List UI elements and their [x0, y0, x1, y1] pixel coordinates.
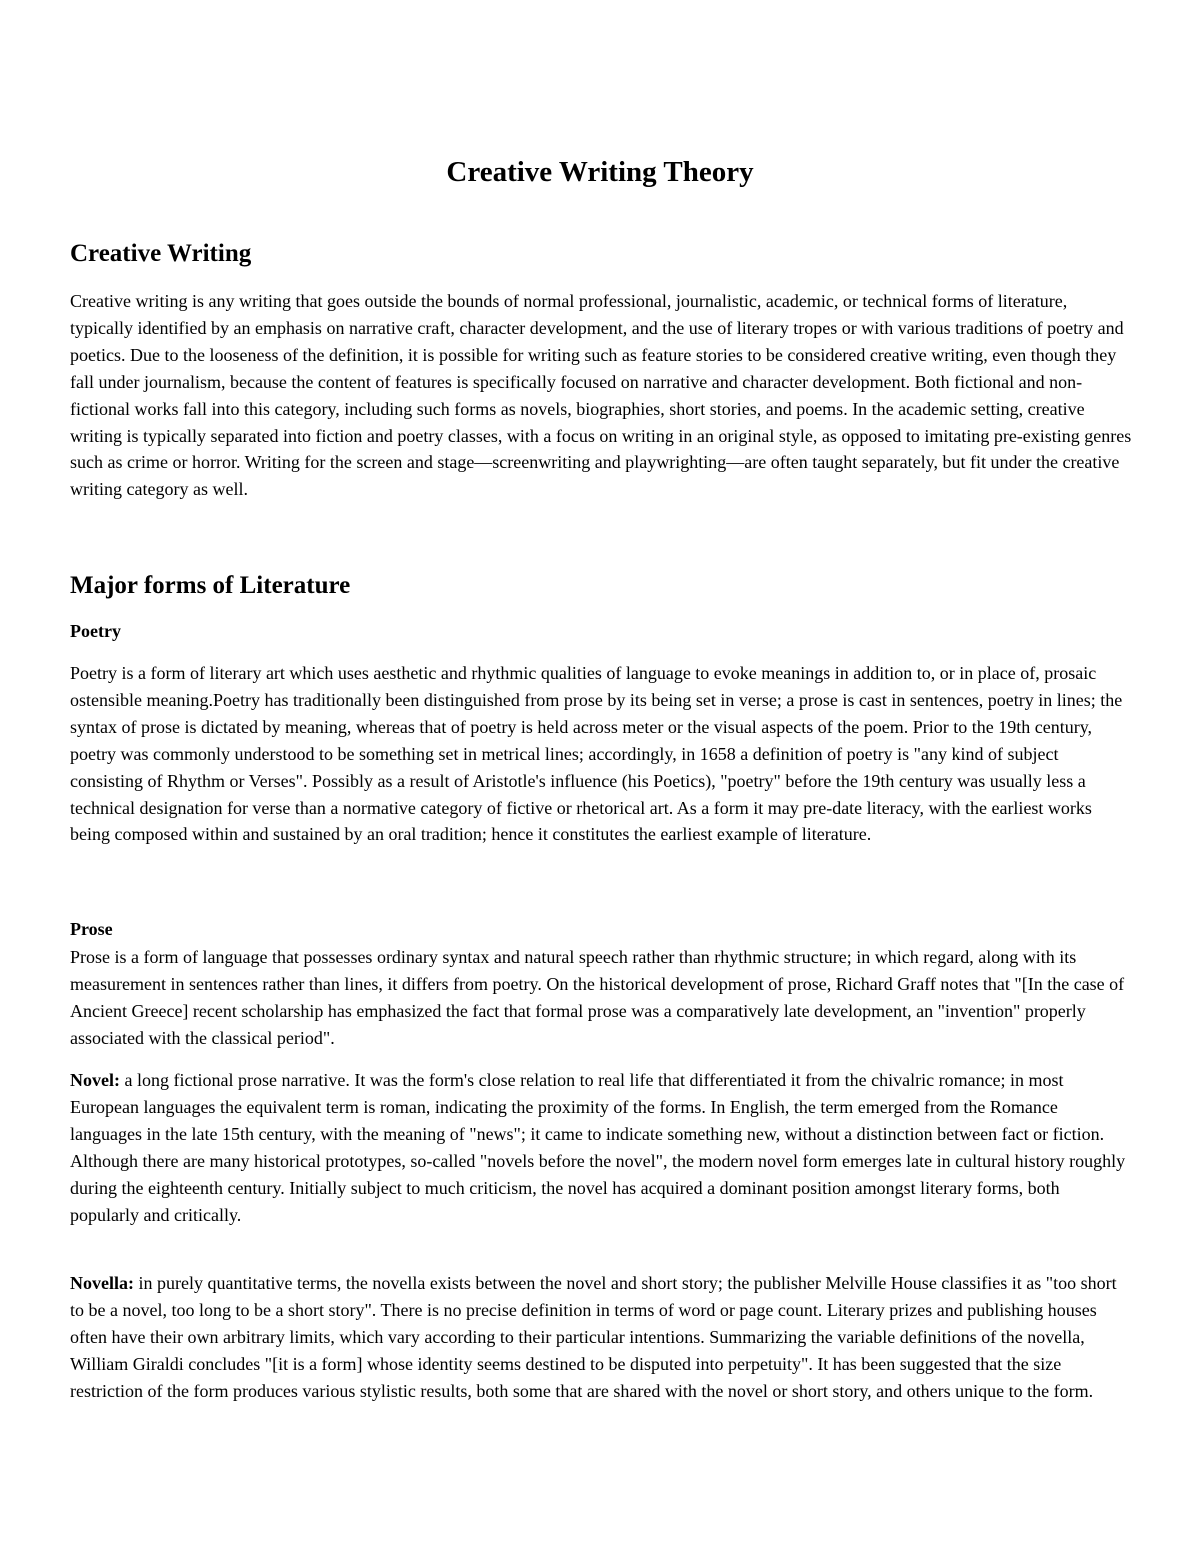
- poetry-paragraph: Poetry is a form of literary art which uses aesthetic and rhythmic qualities of language to evoke meanings in addition to, or in place of, prosaic ostensible meaning.Poetry has traditionally been distinguished from prose by its being set in verse; a prose is cast in sentences, poetry in lines; the syntax of prose is dictated by meaning, whereas that of poetry is held across meter or the visual aspects of the poem. Prior to the 19th century, poetry was commonly understood to be something set in metrical lines; accordingly, in 1658 a definition of poetry is "any kind of subject consisting of Rhythm or Verses". Possibly as a result of Aristotle's influence (his Poetics), "poetry" before the 19th century was usually less a technical designation for verse than a normative category of fictive or rhetorical art. As a form it may pre-date literacy, with the earliest works being composed within and sustained by an oral tradition; hence it constitutes the earliest example of literature.: [70, 663, 1123, 845]
- section-heading-creative-writing: Creative Writing: [70, 240, 252, 267]
- novella-term: Novella:: [70, 1273, 134, 1293]
- subheading-prose: Prose: [70, 919, 113, 939]
- prose-paragraph: Prose is a form of language that possesses ordinary syntax and natural speech rather than rhythmic structure; in which regard, along with its measurement in sentences rather than lines, it differs from poetry. On the historical development of prose, Richard Graff notes that "[In the case of Ancient Greece] recent scholarship has emphasized the fact that formal prose was a comparatively late development, an "invention" properly associated with the classical period".: [70, 947, 1125, 1048]
- novel-text: a long fictional prose narrative. It was the form's close relation to real life that differentiated it from the chivalric romance; in most European languages the equivalent term is roman, indicating the proximity of the forms. In English, the term emerged from the Romance languages in the late 15th century, with the meaning of "news"; it came to indicate something new, without a distinction between fact or fiction. Although there are many historical prototypes, so-called "novels before the novel", the modern novel form emerges late in cultural history roughly during the eighteenth century. Initially subject to much criticism, the novel has acquired a dominant position amongst literary forms, both popularly and critically.: [70, 1070, 1126, 1225]
- novella-definition: [70, 1270, 1132, 1405]
- subheading-poetry: Poetry: [70, 621, 121, 641]
- section-heading-major-forms: Major forms of Literature: [70, 572, 351, 599]
- novel-definition: [70, 1067, 1132, 1228]
- novel-term: Novel:: [70, 1070, 120, 1090]
- novella-text: in purely quantitative terms, the novella exists between the novel and short story; the publisher Melville House classifies it as "too short to be a novel, too long to be a short story". There is no precise definition in terms of word or page count. Literary prizes and publishing houses often have their own arbitrary limits, which vary according to their particular intentions. Summarizing the variable definitions of the novella, William Giraldi concludes "[it is a form] whose identity seems destined to be disputed into perpetuity". It has been suggested that the size restriction of the form produces various stylistic results, both some that are shared with the novel or short story, and others unique to the form.: [70, 1273, 1117, 1401]
- creative-writing-paragraph: Creative writing is any writing that goes outside the bounds of normal professional, journalistic, academic, or technical forms of literature, typically identified by an emphasis on narrative craft, character development, and the use of literary tropes or with various traditions of poetry and poetics. Due to the looseness of the definition, it is possible for writing such as feature stories to be considered creative writing, even though they fall under journalism, because the content of features is specifically focused on narrative and character development. Both fictional and non-fictional works fall into this category, including such forms as novels, biographies, short stories, and poems. In the academic setting, creative writing is typically separated into fiction and poetry classes, with a focus on writing in an original style, as opposed to imitating pre-existing genres such as crime or horror. Writing for the screen and stage—screenwriting and playwrighting—are often taught separately, but fit under the creative writing category as well.: [70, 291, 1132, 500]
- document-title: Creative Writing Theory: [446, 156, 754, 188]
